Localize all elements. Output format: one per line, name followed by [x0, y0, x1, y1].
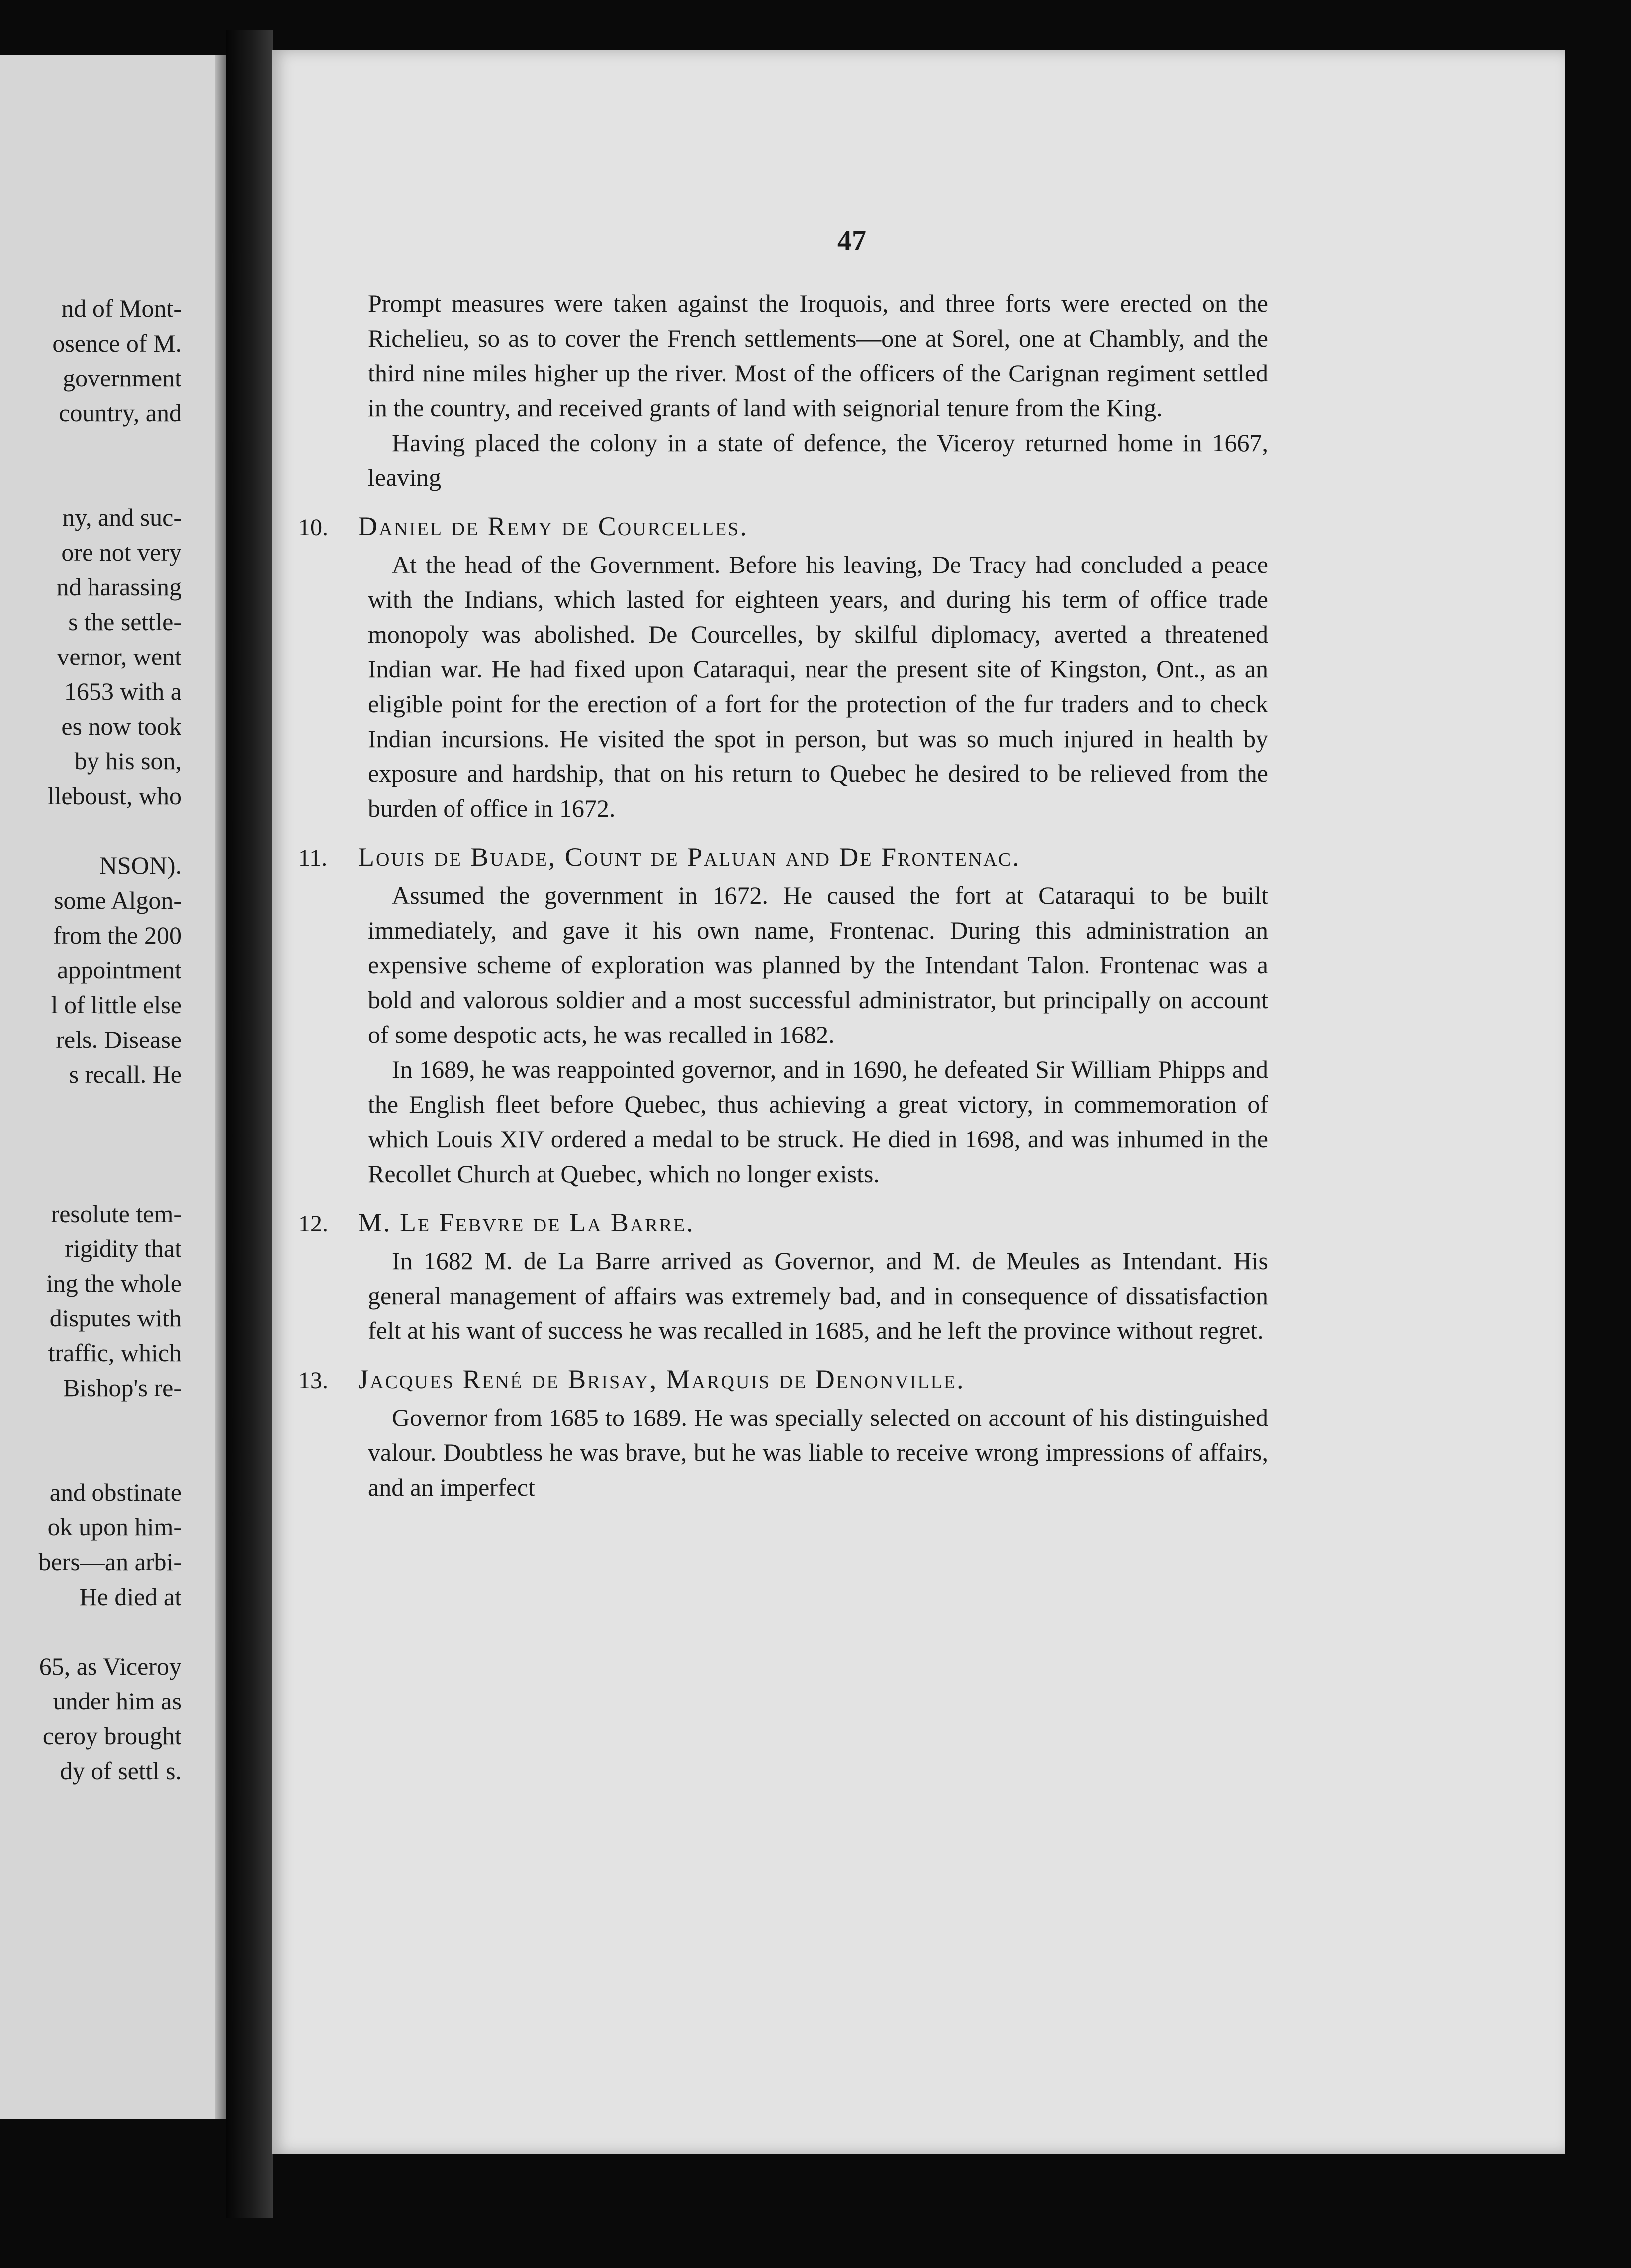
left-page-line: lleboust, who [47, 782, 181, 810]
left-page-line: dy of settl s. [60, 1757, 181, 1785]
left-page-line: 65, as Viceroy [39, 1652, 181, 1680]
section-number: 11. [298, 845, 328, 871]
left-page-line: nd harassing [56, 573, 181, 601]
section-heading-12 [298, 1205, 1268, 1241]
section-title: Jacques René de Brisay, Marquis de Denonville. [358, 1364, 965, 1394]
section-title: M. Le Febvre de La Barre. [358, 1208, 695, 1237]
section-number: 13. [298, 1367, 328, 1394]
left-page-line: disputes with [49, 1304, 181, 1332]
left-page-line: government [63, 364, 181, 392]
left-page-line: nd of Mont- [61, 294, 181, 322]
left-page-line [0, 465, 181, 500]
book-spine-shadow [226, 30, 273, 2218]
left-page-line: traffic, which [48, 1339, 181, 1367]
section-paragraph: Assumed the government in 1672. He caused the fort at Cataraqui to be built immediately, and gave it his own name, Frontenac. During this administration an expensive scheme of exploration was planned by the Intendant Talon. Frontenac was a bold and valorous soldier and a most successful administrator, but principally on account of some despotic acts, he was recalled in 1682. [368, 881, 1268, 1048]
left-page-line [0, 1405, 181, 1440]
section-paragraph: Governor from 1685 to 1689. He was specially selected on account of his distinguished valour. Doubtless he was brave, but he was liable to receive wrong impressions of affairs, and an imperfect [368, 1404, 1268, 1501]
left-page-line: ny, and suc- [62, 503, 181, 531]
left-page-line [0, 813, 181, 848]
left-page-line: He died at [79, 1583, 181, 1610]
section-title: Louis de Buade, Count de Paluan and De Frontenac. [358, 842, 1021, 872]
section-heading-13 [298, 1362, 1268, 1398]
left-page-line: ok upon him- [47, 1513, 181, 1541]
left-page-line: ceroy brought [42, 1722, 181, 1750]
left-page-line [0, 1127, 181, 1161]
left-page-line: s recall. He [69, 1060, 181, 1088]
section-heading-10 [298, 509, 1268, 545]
left-page-line: appointment [57, 956, 181, 984]
section-number: 10. [298, 514, 328, 541]
left-facing-page [0, 55, 229, 2119]
left-page-line: s the settle- [68, 608, 181, 636]
left-page-line: rigidity that [65, 1234, 181, 1262]
left-page-line: and obstinate [49, 1478, 181, 1506]
opening-paragraph: Prompt measures were taken against the Iroquois, and three forts were erected on the Richelieu, so as to cover the French settlements—one at Sorel, one at Chambly, and the third nine miles higher up the river. Most of the officers of the Carignan regiment settled in the country, and received grants of land with seignorial tenure from the King. [368, 289, 1268, 422]
left-page-line: ore not very [61, 538, 181, 566]
left-page-line [0, 1092, 181, 1127]
section-paragraph: In 1689, he was reappointed governor, and in 1690, he defeated Sir William Phipps and the English fleet before Quebec, thus achieving a great victory, in commemoration of which Louis XIV ordered a medal to be struck. He died in 1698, and was inhumed in the Recollet Church at Quebec, which no longer exists. [368, 1055, 1268, 1188]
left-page-line: vernor, went [57, 643, 181, 670]
left-page-line: by his son, [74, 747, 181, 775]
left-page-line: country, and [59, 399, 181, 427]
left-page-line [0, 1161, 181, 1196]
section-title: Daniel de Remy de Courcelles. [358, 511, 748, 541]
left-page-line: es now took [61, 712, 181, 740]
left-page-line [0, 1440, 181, 1475]
left-page-line: Bishop's re- [63, 1374, 181, 1402]
left-page-line: l of little else [51, 991, 181, 1019]
left-page-text [0, 291, 181, 1788]
opening-paragraph: Having placed the colony in a state of defence, the Viceroy returned home in 1667, leaving [368, 429, 1268, 491]
left-page-line: under him as [53, 1687, 181, 1715]
section-number: 12. [298, 1211, 328, 1237]
left-page-line: 1653 with a [64, 677, 181, 705]
left-page-line: bers—an arbi- [38, 1548, 181, 1576]
left-page-line [0, 430, 181, 465]
left-page-line: osence of M. [52, 329, 181, 357]
left-page-line: from the 200 [53, 921, 181, 949]
left-page-line: some Algon- [54, 886, 181, 914]
left-page-line [0, 1614, 181, 1649]
left-page-line: resolute tem- [51, 1200, 181, 1228]
left-page-line: NSON). [99, 851, 181, 879]
section-paragraph: In 1682 M. de La Barre arrived as Governor, and M. de Meules as Intendant. His general management of affairs was extremely bad, and in consequence of dissatisfaction felt at his want of success he was recalled in 1685, and he left the province without regret. [368, 1247, 1268, 1344]
left-page-line: rels. Disease [56, 1026, 181, 1053]
page-47 [272, 50, 1565, 2154]
section-paragraph: At the head of the Government. Before his leaving, De Tracy had concluded a peace with the Indians, which lasted for eighteen years, and during his term of office trade monopoly was abolished. De Courcelles, by skilful diplomacy, averted a threatened Indian war. He had fixed upon Cataraqui, near the present site of Kingston, Ont., as an eligible point for the erection of a fort for the protection of the fur traders and to check Indian incursions. He visited the spot in person, but was so much injured in health by exposure and hardship, that on his return to Quebec he desired to be relieved from the burden of office in 1672. [368, 551, 1268, 822]
page-body [298, 286, 1268, 1505]
page-number: 47 [837, 224, 866, 257]
left-page-line: ing the whole [46, 1269, 181, 1297]
section-heading-11 [298, 840, 1268, 876]
